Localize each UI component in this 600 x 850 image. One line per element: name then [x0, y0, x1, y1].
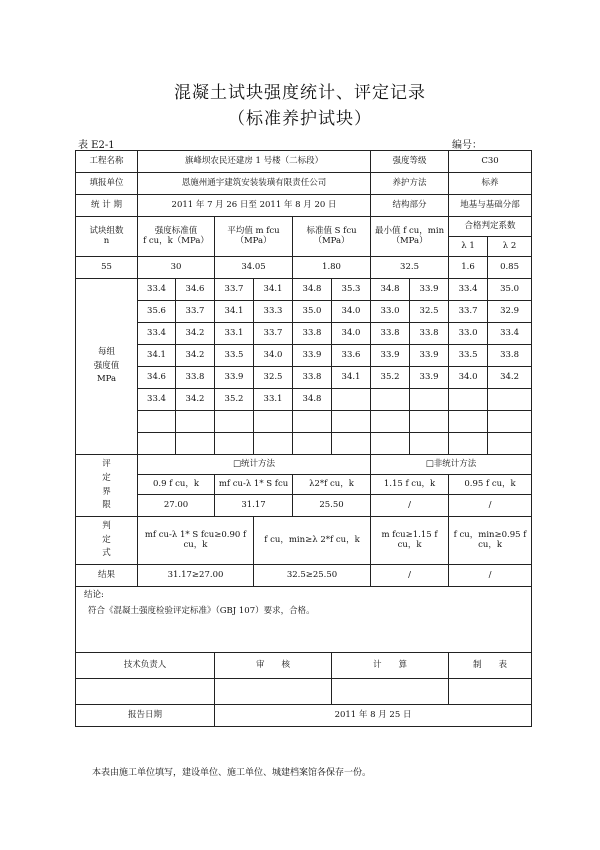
conclusion-label: 结论: — [84, 590, 104, 600]
strength-value-cell — [332, 411, 371, 433]
strength-value-cell: 35.6 — [138, 301, 176, 323]
min-value: 32.5 — [371, 257, 449, 279]
fk-value: 30 — [138, 257, 215, 279]
strength-value-cell: 34.2 — [176, 323, 215, 345]
strength-value-cell: 33.1 — [254, 389, 293, 411]
project-value: 旗峰坝农民还建房 1 号楼（二标段） — [138, 151, 371, 173]
mean-value: 34.05 — [215, 257, 293, 279]
lambda1-value: 1.6 — [449, 257, 488, 279]
footer-note: 本表由施工单位填写，建设单位、施工单位、城建档案馆各保存一份。 — [92, 768, 372, 778]
strength-value-cell: 33.9 — [293, 345, 332, 367]
strength-value-cell: 34.0 — [332, 301, 371, 323]
strength-value-cell — [410, 433, 449, 455]
strength-value-cell: 33.0 — [449, 323, 488, 345]
strength-value-cell: 34.2 — [176, 345, 215, 367]
strength-value-cell: 33.8 — [293, 323, 332, 345]
grade-value: C30 — [449, 151, 532, 173]
strength-value-cell — [371, 389, 410, 411]
strength-value-cell: 33.7 — [254, 323, 293, 345]
strength-value-cell: 34.8 — [293, 389, 332, 411]
strength-value-cell: 34.1 — [254, 279, 293, 301]
strength-value-cell: 32.5 — [254, 367, 293, 389]
strength-value-cell — [254, 411, 293, 433]
strength-row — [76, 411, 532, 433]
strength-value-cell — [488, 411, 532, 433]
strength-value-cell: 33.8 — [293, 367, 332, 389]
stat-method-option[interactable]: □统计方法 — [138, 455, 371, 475]
result-r4: / — [449, 565, 532, 587]
strength-row — [76, 345, 532, 367]
judge-f2: f cu，min≥λ 2*f cu，k — [254, 517, 371, 565]
eval-h3: λ2*f cu，k — [293, 475, 371, 495]
strength-value-cell: 32.9 — [488, 301, 532, 323]
nonstat-method-option[interactable]: □非统计方法 — [371, 455, 532, 475]
strength-row — [76, 433, 532, 455]
make-sign[interactable] — [449, 679, 532, 705]
strength-value-cell: 34.2 — [176, 389, 215, 411]
unit-value: 恩施州通宇建筑安装装璜有限责任公司 — [138, 173, 371, 195]
strength-value-cell — [488, 389, 532, 411]
lambda1-header: λ 1 — [449, 237, 488, 257]
strength-value-cell: 35.2 — [371, 367, 410, 389]
strength-value-cell: 34.1 — [138, 345, 176, 367]
strength-value-cell — [449, 389, 488, 411]
unit-label: 填报单位 — [76, 173, 138, 195]
strength-label: 每组 强度值 MPa — [76, 279, 138, 455]
strength-value-cell: 34.2 — [488, 367, 532, 389]
strength-value-cell — [293, 411, 332, 433]
strength-value-cell — [410, 389, 449, 411]
judge-label: 判 定 式 — [76, 517, 138, 565]
strength-value-cell — [371, 433, 410, 455]
calc-sign[interactable] — [332, 679, 449, 705]
part-value: 地基与基础分部 — [449, 195, 532, 217]
strength-value-cell: 34.6 — [176, 279, 215, 301]
result-r1: 31.17≥27.00 — [138, 565, 254, 587]
eval-h2: mf cu-λ 1* S fcu — [215, 475, 293, 495]
strength-value-cell — [449, 411, 488, 433]
part-label: 结构部分 — [371, 195, 449, 217]
n-value: 55 — [76, 257, 138, 279]
strength-value-cell: 35.3 — [332, 279, 371, 301]
period-label: 统 计 期 — [76, 195, 138, 217]
strength-value-cell: 33.4 — [449, 279, 488, 301]
strength-value-cell: 33.8 — [176, 367, 215, 389]
strength-value-cell: 33.4 — [138, 389, 176, 411]
strength-row — [76, 301, 532, 323]
strength-value-cell: 33.5 — [449, 345, 488, 367]
strength-value-cell — [332, 389, 371, 411]
report-date-value: 2011 年 8 月 25 日 — [215, 705, 532, 727]
eval-h5: 0.95 f cu，k — [449, 475, 532, 495]
conclusion-text: 符合《混凝土强度检验评定标准》（GBJ 107）要求，合格。 — [88, 605, 315, 616]
eval-v1: 27.00 — [138, 495, 215, 517]
strength-value-cell: 33.0 — [371, 301, 410, 323]
calc-label: 计 算 — [332, 653, 449, 679]
sd-header: 标准值 S fcu （MPa） — [293, 217, 371, 257]
review-sign[interactable] — [215, 679, 332, 705]
lambda2-value: 0.85 — [488, 257, 532, 279]
strength-value-cell: 33.7 — [449, 301, 488, 323]
strength-value-cell: 35.0 — [293, 301, 332, 323]
strength-value-cell — [371, 411, 410, 433]
page-subtitle: （标准养护试块） — [228, 109, 372, 129]
judge-f3: m fcu≥1.15 f cu，k — [371, 517, 449, 565]
strength-value-cell: 33.7 — [215, 279, 254, 301]
eval-v5: / — [449, 495, 532, 517]
review-label: 审 核 — [215, 653, 332, 679]
eval-h4: 1.15 f cu，k — [371, 475, 449, 495]
project-label: 工程名称 — [76, 151, 138, 173]
strength-value-cell: 34.0 — [254, 345, 293, 367]
tech-lead-label: 技术负责人 — [76, 653, 215, 679]
strength-value-cell: 33.4 — [488, 323, 532, 345]
strength-value-cell — [410, 411, 449, 433]
strength-value-cell: 35.0 — [488, 279, 532, 301]
result-r3: / — [371, 565, 449, 587]
strength-value-cell: 34.1 — [215, 301, 254, 323]
strength-value-cell: 33.8 — [488, 345, 532, 367]
strength-value-cell: 33.8 — [410, 323, 449, 345]
report-date-label: 报告日期 — [76, 705, 215, 727]
n-header: 试块组数 n — [76, 217, 138, 257]
strength-value-cell — [449, 433, 488, 455]
cure-value: 标养 — [449, 173, 532, 195]
result-label: 结果 — [76, 565, 138, 587]
eval-v2: 31.17 — [215, 495, 293, 517]
strength-value-cell: 34.1 — [332, 367, 371, 389]
strength-value-cell: 34.8 — [371, 279, 410, 301]
strength-value-cell — [138, 433, 176, 455]
strength-value-cell — [176, 433, 215, 455]
judge-f1: mf cu-λ 1* S fcu≥0.90 f cu，k — [138, 517, 254, 565]
strength-row — [76, 323, 532, 345]
judge-f4: f cu，min≥0.95 f cu，k — [449, 517, 532, 565]
strength-value-cell: 33.7 — [176, 301, 215, 323]
strength-value-cell — [215, 433, 254, 455]
strength-value-cell: 33.8 — [371, 323, 410, 345]
strength-value-cell: 33.1 — [215, 323, 254, 345]
strength-value-cell — [254, 433, 293, 455]
strength-value-cell — [293, 433, 332, 455]
strength-value-cell — [332, 433, 371, 455]
form-number: 表 E2-1 — [78, 140, 115, 151]
cure-label: 养护方法 — [371, 173, 449, 195]
strength-value-cell: 34.0 — [449, 367, 488, 389]
serial-label: 编号： — [452, 140, 482, 151]
fk-header: 强度标准值 f cu，k（MPa） — [138, 217, 215, 257]
strength-value-cell: 33.5 — [215, 345, 254, 367]
eval-h1: 0.9 f cu，k — [138, 475, 215, 495]
strength-value-cell: 33.9 — [410, 345, 449, 367]
strength-value-cell: 33.6 — [332, 345, 371, 367]
strength-row — [76, 279, 532, 301]
strength-value-cell: 35.2 — [215, 389, 254, 411]
eval-v3: 25.50 — [293, 495, 371, 517]
record-table — [75, 150, 532, 727]
lambda2-header: λ 2 — [488, 237, 532, 257]
strength-value-cell — [215, 411, 254, 433]
strength-value-cell — [138, 411, 176, 433]
strength-value-cell: 33.4 — [138, 279, 176, 301]
strength-value-cell — [176, 411, 215, 433]
strength-value-cell: 33.9 — [371, 345, 410, 367]
eval-v4: / — [371, 495, 449, 517]
mean-header: 平均值 m fcu （MPa） — [215, 217, 293, 257]
tech-lead-sign[interactable] — [76, 679, 215, 705]
strength-value-cell: 34.0 — [332, 323, 371, 345]
min-header: 最小值 f cu，min （MPa） — [371, 217, 449, 257]
strength-value-cell: 33.4 — [138, 323, 176, 345]
eval-label: 评 定 界 限 — [76, 455, 138, 517]
result-r2: 32.5≥25.50 — [254, 565, 371, 587]
strength-value-cell: 34.6 — [138, 367, 176, 389]
page-title: 混凝土试块强度统计、评定记录 — [174, 83, 426, 103]
sd-value: 1.80 — [293, 257, 371, 279]
strength-value-cell: 33.3 — [254, 301, 293, 323]
conclusion — [76, 587, 532, 653]
grade-label: 强度等级 — [371, 151, 449, 173]
strength-value-cell: 32.5 — [410, 301, 449, 323]
strength-row — [76, 367, 532, 389]
strength-row — [76, 389, 532, 411]
strength-value-cell: 33.9 — [410, 279, 449, 301]
strength-value-cell — [488, 433, 532, 455]
make-label: 制 表 — [449, 653, 532, 679]
strength-value-cell: 33.9 — [410, 367, 449, 389]
lambda-header: 合格判定系数 — [449, 217, 532, 237]
strength-value-cell: 34.8 — [293, 279, 332, 301]
strength-value-cell: 33.9 — [215, 367, 254, 389]
period-value: 2011 年 7 月 26 日至 2011 年 8 月 20 日 — [138, 195, 371, 217]
